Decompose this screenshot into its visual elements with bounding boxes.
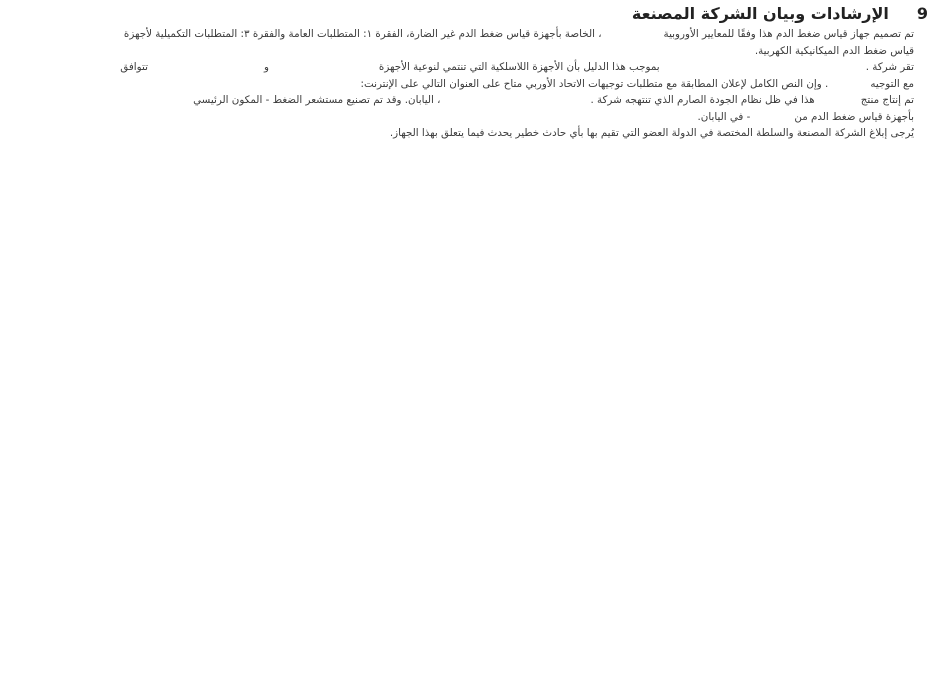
section-number: 9: [916, 4, 928, 23]
text-segment: تم تصميم جهاز قياس ضغط الدم هذا وفقًا للمعايير الأوروبية: [663, 28, 914, 40]
text-segment: يُرجى إبلاغ الشركة المصنعة والسلطة المختصة في الدولة العضو التي تقيم بها بأي حادث خطير يحدث فيما يتعلق بهذا الجهاز.: [389, 127, 914, 139]
paragraph-line: [80, 125, 914, 142]
text-segment: ، اليابان. وقد تم تصنيع مستشعر الضغط - المكون الرئيسي: [193, 94, 441, 106]
text-segment: - في اليابان.: [697, 110, 751, 123]
text-segment: قياس ضغط الدم الميكانيكية الكهربية.: [754, 44, 914, 57]
paragraph-line: [80, 92, 914, 109]
paragraph-line: [80, 26, 914, 43]
paragraph-line: [80, 43, 914, 60]
paragraph-line: [80, 59, 914, 76]
section-title: الإرشادات وبيان الشركة المصنعة: [631, 4, 889, 23]
section-body: [80, 26, 914, 142]
text-segment: . وإن النص الكامل لإعلان المطابقة مع متطلبات توجيهات الاتحاد الأوربي متاح على العنوان التالي على الإنترنت:: [360, 77, 829, 90]
paragraph-line: [80, 76, 914, 93]
text-segment: بموجب هذا الدليل بأن الأجهزة اللاسلكية التي تنتمي لنوعية الأجهزة: [378, 61, 660, 73]
text-segment: ، الخاصة بأجهزة قياس ضغط الدم غير الضارة، الفقرة ١: المتطلبات العامة والفقرة ٣: المتطلبات التكميلية لأجهزة: [123, 28, 602, 40]
text-segment: تقر شركة .: [865, 61, 914, 73]
text-segment: هذا في ظل نظام الجودة الصارم الذي تنتهجه شركة .: [590, 94, 815, 106]
text-segment: تتوافق: [120, 61, 148, 73]
text-segment: و: [263, 61, 269, 73]
text-segment: تم إنتاج منتج: [860, 94, 914, 106]
text-segment: بأجهزة قياس ضغط الدم من: [794, 110, 914, 123]
text-segment: مع التوجيه: [870, 77, 914, 90]
paragraph-line: [80, 109, 914, 126]
section-heading: [632, 4, 928, 24]
